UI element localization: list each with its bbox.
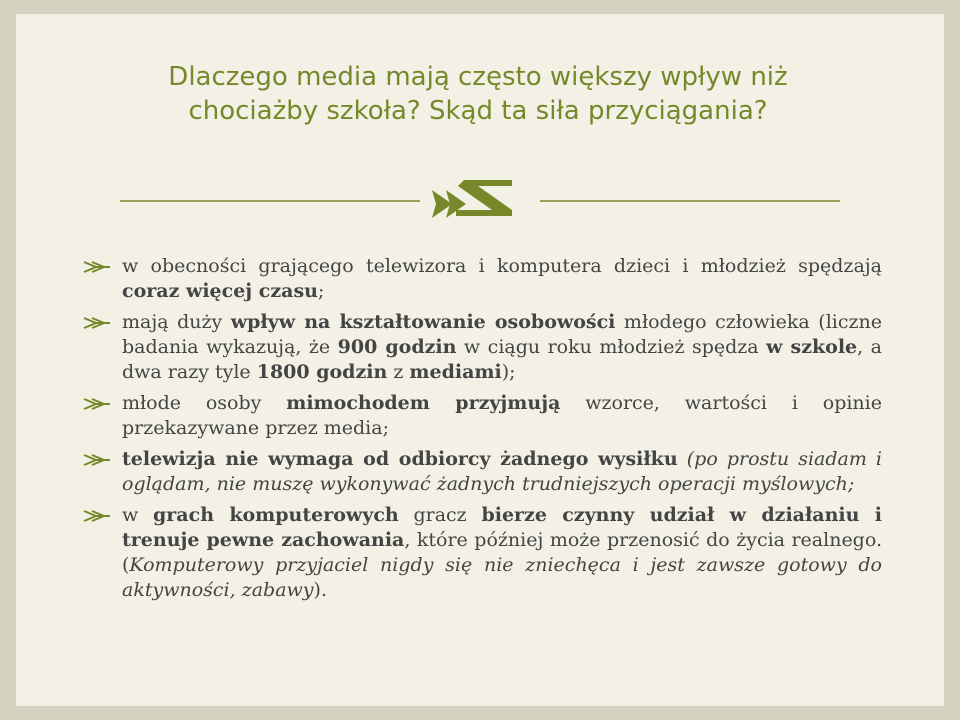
title-line-1: Dlaczego media mają często większy wpływ niż xyxy=(168,62,788,92)
double-arrow-bullet-icon xyxy=(82,508,112,524)
list-item xyxy=(82,391,882,441)
list-item xyxy=(82,447,882,497)
bold-text: bierze czynny udział w działaniu i trenuje pewne zachowania xyxy=(122,504,882,551)
bullet-list xyxy=(82,254,882,609)
text-segment: młodego człowieka (liczne badania wykazują, że xyxy=(122,311,882,358)
list-item xyxy=(82,310,882,385)
list-item-text xyxy=(122,504,882,601)
bold-text: grach komputerowych xyxy=(153,504,399,526)
list-item-text xyxy=(122,392,882,439)
text-segment: ); xyxy=(501,361,516,383)
bold-text: w szkole xyxy=(766,336,858,358)
bold-text: 1800 godzin xyxy=(256,361,388,383)
text-segment: w xyxy=(122,504,154,526)
double-arrow-bullet-icon xyxy=(82,259,112,275)
list-item xyxy=(82,503,882,603)
text-segment: z xyxy=(387,361,410,383)
title-line-2: chociażby szkoła? Skąd ta siła przyciągania? xyxy=(188,96,768,126)
double-arrow-bullet-icon xyxy=(82,315,112,331)
list-item-text xyxy=(122,255,882,302)
double-arrow-bullet-icon xyxy=(82,396,112,412)
text-segment: młode osoby xyxy=(122,392,287,414)
list-item-text xyxy=(122,311,882,383)
text-segment: , a dwa razy tyle xyxy=(122,336,882,383)
text-segment: w ciągu roku młodzież spędza xyxy=(456,336,767,358)
text-segment: mają duży xyxy=(122,311,231,333)
italic-text: Komputerowy przyjaciel nigdy się nie zniechęca i jest zawsze gotowy do aktywności, zabawy xyxy=(122,554,882,601)
text-segment: gracz xyxy=(398,504,482,526)
double-arrow-bullet-icon xyxy=(82,452,112,468)
slide xyxy=(16,14,944,706)
bold-text: mimochodem przyjmują xyxy=(286,392,561,414)
text-segment: , które później może przenosić do życia realnego. ( xyxy=(122,529,882,576)
bold-text: telewizja nie wymaga od odbiorcy żadnego wysiłku xyxy=(122,448,678,470)
bold-text: mediami xyxy=(409,361,502,383)
slide-title xyxy=(88,60,868,128)
bold-text: wpływ na kształtowanie osobowości xyxy=(230,311,616,333)
italic-text: (po prostu siadam i oglądam, nie muszę wykonywać żadnych trudniejszych operacji myślowych; xyxy=(122,448,883,495)
list-item-text xyxy=(122,448,882,495)
ornament-icon xyxy=(120,176,840,246)
bold-text: coraz więcej czasu xyxy=(122,280,318,302)
list-item xyxy=(82,254,882,304)
text-segment: ). xyxy=(313,579,327,601)
text-segment: wzorce, wartości i opinie przekazywane przez media; xyxy=(122,392,882,439)
text-segment: ; xyxy=(317,280,325,302)
bold-text: 900 godzin xyxy=(337,336,457,358)
text-segment: w obecności grającego telewizora i komputera dzieci i młodzież spędzają xyxy=(122,255,882,277)
